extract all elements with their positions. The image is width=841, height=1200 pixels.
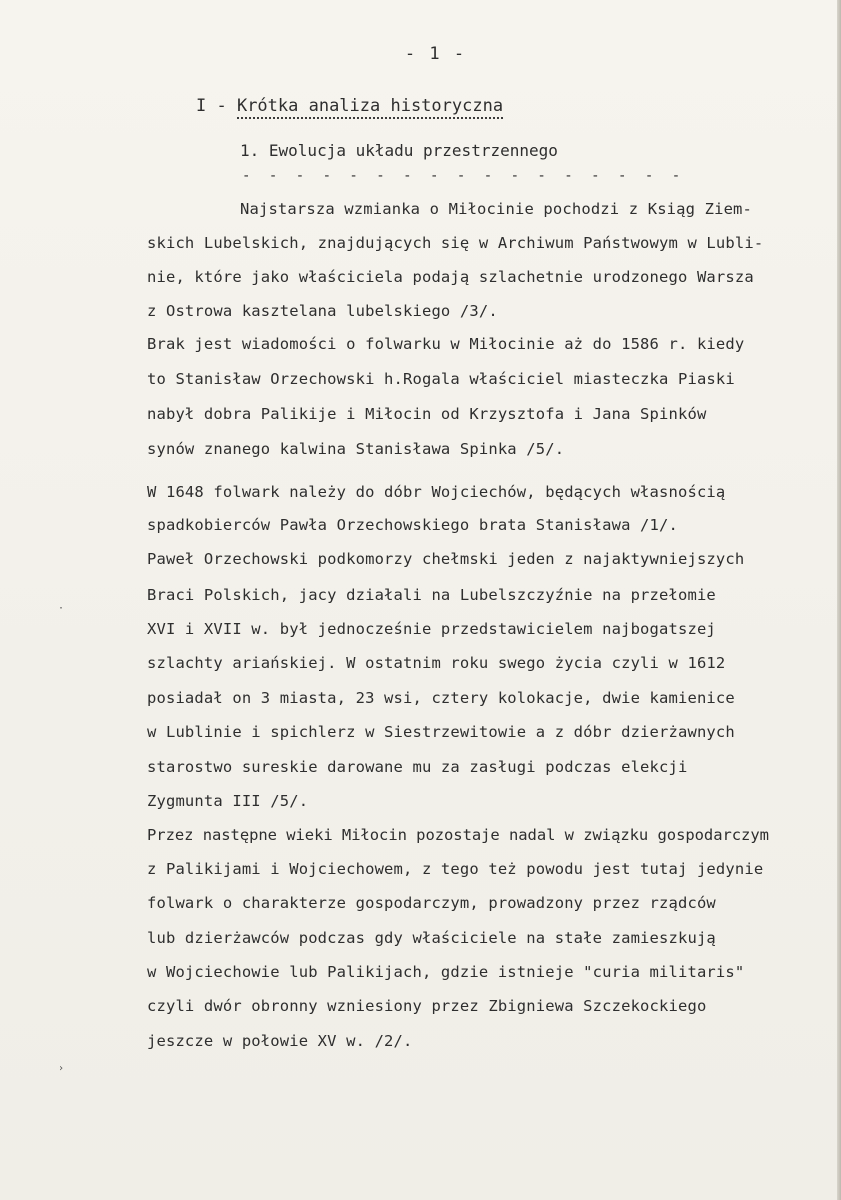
margin-speck: ›: [58, 1063, 65, 1074]
text-line: czyli dwór obronny wzniesiony przez Zbigniewa Szczekockiego: [147, 997, 707, 1015]
text-line: spadkobierców Pawła Orzechowskiego brata Stanisława /1/.: [147, 516, 678, 534]
chapter-title: Krótka analiza historyczna: [237, 96, 503, 119]
text-line: skich Lubelskich, znajdujących się w Archiwum Państwowym w Lubli-: [147, 234, 764, 252]
text-line: XVI i XVII w. był jednocześnie przedstawicielem najbogatszej: [147, 620, 716, 638]
text-line: lub dzierżawców podczas gdy właściciele na stałe zamieszkują: [147, 929, 716, 947]
text-line: Przez następne wieki Miłocin pozostaje nadal w związku gospodarczym: [147, 826, 769, 844]
text-line: W 1648 folwark należy do dóbr Wojciechów, będących własnością: [147, 483, 726, 501]
text-line: w Lublinie i spichlerz w Siestrzewitowie a z dóbr dzierżawnych: [147, 723, 735, 741]
text-line: to Stanisław Orzechowski h.Rogala właściciel miasteczka Piaski: [147, 370, 735, 388]
page-number: - 1 -: [404, 44, 467, 64]
section-heading: 1. Ewolucja układu przestrzennego: [240, 141, 558, 160]
text-line: nabył dobra Palikije i Miłocin od Krzysztofa i Jana Spinków: [147, 405, 707, 423]
text-line: w Wojciechowie lub Palikijach, gdzie istnieje "curia militaris": [147, 963, 745, 981]
text-line: jeszcze w połowie XV w. /2/.: [147, 1032, 413, 1050]
text-line: folwark o charakterze gospodarczym, prowadzony przez rządców: [147, 894, 716, 912]
text-line: posiadał on 3 miasta, 23 wsi, cztery kolokacje, dwie kamienice: [147, 689, 735, 707]
text-line: synów znanego kalwina Stanisława Spinka /5/.: [147, 440, 565, 458]
chapter-prefix: I -: [196, 96, 237, 116]
text-line: Najstarsza wzmianka o Miłocinie pochodzi z Ksiąg Ziem-: [240, 200, 753, 218]
margin-speck: ·: [58, 603, 65, 614]
text-line: szlachty ariańskiej. W ostatnim roku swego życia czyli w 1612: [147, 654, 726, 672]
text-line: nie, które jako właściciela podają szlachetnie urodzonego Warsza: [147, 268, 754, 286]
text-line: Braci Polskich, jacy działali na Lubelszczyźnie na przełomie: [147, 586, 716, 604]
text-line: z Palikijami i Wojciechowem, z tego też powodu jest tutaj jedynie: [147, 860, 764, 878]
chapter-heading: [196, 96, 503, 116]
section-underline: - - - - - - - - - - - - - - - - -: [242, 168, 686, 184]
text-line: Paweł Orzechowski podkomorzy chełmski jeden z najaktywniejszych: [147, 550, 745, 568]
text-line: Zygmunta III /5/.: [147, 792, 309, 810]
page-edge: [837, 0, 841, 1200]
text-line: z Ostrowa kasztelana lubelskiego /3/.: [147, 302, 498, 320]
text-line: Brak jest wiadomości o folwarku w Miłocinie aż do 1586 r. kiedy: [147, 335, 745, 353]
text-line: starostwo sureskie darowane mu za zasługi podczas elekcji: [147, 758, 688, 776]
